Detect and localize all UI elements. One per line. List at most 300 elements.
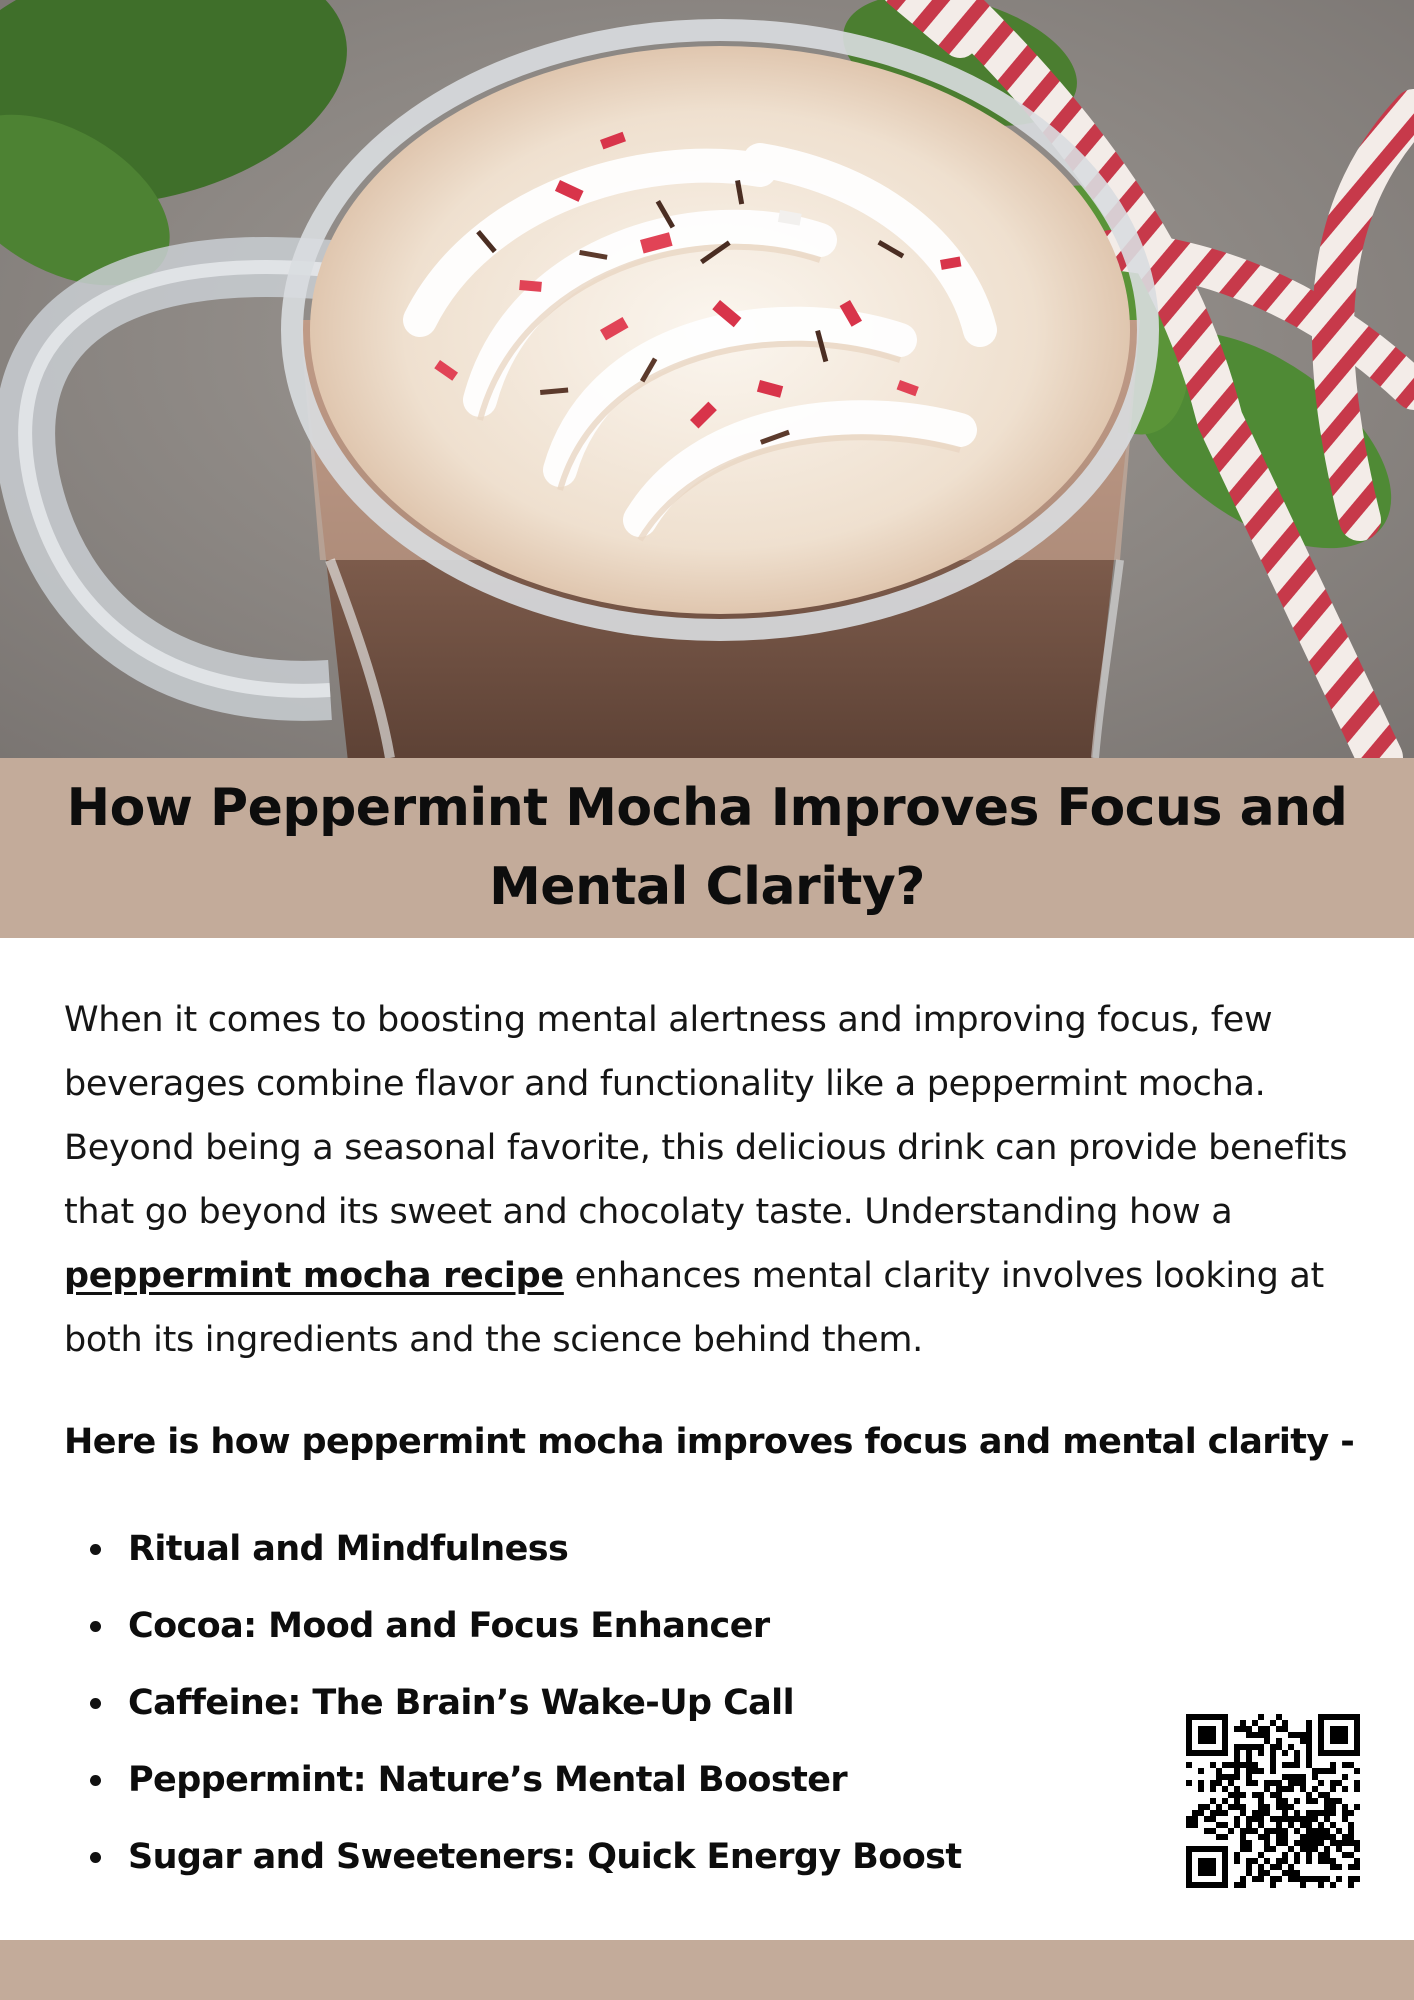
qr-module bbox=[1210, 1780, 1216, 1786]
qr-module bbox=[1252, 1858, 1258, 1864]
qr-module bbox=[1318, 1732, 1324, 1738]
qr-module bbox=[1306, 1762, 1312, 1768]
qr-module bbox=[1210, 1726, 1216, 1732]
qr-module bbox=[1258, 1726, 1264, 1732]
qr-module bbox=[1234, 1774, 1240, 1780]
qr-module bbox=[1198, 1870, 1204, 1876]
qr-module bbox=[1294, 1780, 1300, 1786]
qr-module bbox=[1324, 1876, 1330, 1882]
recipe-link[interactable]: peppermint mocha recipe bbox=[64, 1256, 564, 1296]
qr-module bbox=[1306, 1726, 1312, 1732]
qr-module bbox=[1258, 1744, 1264, 1750]
qr-module bbox=[1300, 1738, 1306, 1744]
list-item-label: Ritual and Mindfulness bbox=[128, 1529, 569, 1569]
qr-module bbox=[1354, 1750, 1360, 1756]
qr-module bbox=[1300, 1876, 1306, 1882]
qr-module bbox=[1198, 1810, 1204, 1816]
qr-module bbox=[1222, 1810, 1228, 1816]
qr-module bbox=[1222, 1870, 1228, 1876]
qr-module bbox=[1300, 1816, 1306, 1822]
qr-module bbox=[1186, 1780, 1192, 1786]
qr-module bbox=[1234, 1768, 1240, 1774]
qr-module bbox=[1318, 1810, 1324, 1816]
qr-module bbox=[1330, 1786, 1336, 1792]
qr-module bbox=[1228, 1804, 1234, 1810]
qr-module bbox=[1198, 1858, 1204, 1864]
title-band bbox=[0, 758, 1414, 938]
qr-module bbox=[1306, 1858, 1312, 1864]
qr-module bbox=[1318, 1840, 1324, 1846]
qr-module bbox=[1222, 1786, 1228, 1792]
qr-module bbox=[1252, 1876, 1258, 1882]
qr-module bbox=[1276, 1834, 1282, 1840]
qr-module bbox=[1282, 1804, 1288, 1810]
qr-module bbox=[1240, 1840, 1246, 1846]
qr-module bbox=[1234, 1726, 1240, 1732]
qr-module bbox=[1324, 1846, 1330, 1852]
qr-module bbox=[1300, 1780, 1306, 1786]
qr-module bbox=[1330, 1726, 1336, 1732]
qr-module bbox=[1264, 1846, 1270, 1852]
qr-module bbox=[1210, 1816, 1216, 1822]
qr-module bbox=[1240, 1792, 1246, 1798]
qr-module bbox=[1288, 1744, 1294, 1750]
qr-module bbox=[1312, 1846, 1318, 1852]
qr-module bbox=[1342, 1834, 1348, 1840]
qr-module bbox=[1276, 1864, 1282, 1870]
qr-module bbox=[1216, 1834, 1222, 1840]
qr-module bbox=[1216, 1774, 1222, 1780]
qr-module bbox=[1282, 1750, 1288, 1756]
qr-module bbox=[1306, 1750, 1312, 1756]
qr-module bbox=[1336, 1714, 1342, 1720]
qr-module bbox=[1324, 1804, 1330, 1810]
qr-module bbox=[1264, 1732, 1270, 1738]
qr-module bbox=[1342, 1750, 1348, 1756]
qr-module bbox=[1270, 1780, 1276, 1786]
qr-module bbox=[1270, 1882, 1276, 1888]
qr-module bbox=[1186, 1876, 1192, 1882]
qr-module bbox=[1276, 1786, 1282, 1792]
qr-module bbox=[1246, 1828, 1252, 1834]
qr-module bbox=[1270, 1762, 1276, 1768]
qr-module bbox=[1234, 1822, 1240, 1828]
qr-module bbox=[1288, 1780, 1294, 1786]
qr-module bbox=[1336, 1846, 1342, 1852]
qr-module bbox=[1258, 1732, 1264, 1738]
qr-module bbox=[1222, 1846, 1228, 1852]
qr-module bbox=[1228, 1792, 1234, 1798]
qr-module bbox=[1288, 1804, 1294, 1810]
qr-module bbox=[1282, 1810, 1288, 1816]
qr-module bbox=[1330, 1714, 1336, 1720]
qr-module bbox=[1246, 1768, 1252, 1774]
qr-module bbox=[1192, 1882, 1198, 1888]
qr-module bbox=[1348, 1828, 1354, 1834]
qr-module bbox=[1192, 1750, 1198, 1756]
qr-module bbox=[1210, 1828, 1216, 1834]
qr-module bbox=[1222, 1798, 1228, 1804]
qr-module bbox=[1198, 1786, 1204, 1792]
qr-module bbox=[1264, 1810, 1270, 1816]
qr-module bbox=[1342, 1774, 1348, 1780]
qr-module bbox=[1354, 1786, 1360, 1792]
qr-module bbox=[1294, 1732, 1300, 1738]
qr-module bbox=[1318, 1882, 1324, 1888]
qr-module bbox=[1258, 1810, 1264, 1816]
intro-text-before-link: When it comes to boosting mental alertness and improving focus, few beverages combine flavor and functionality like a peppermint mocha. Beyond being a seasonal favorite, this delicious drink can provide benefits that go beyond its sweet and chocolaty taste. Understanding how a bbox=[64, 1000, 1348, 1232]
qr-module bbox=[1216, 1882, 1222, 1888]
qr-module bbox=[1354, 1744, 1360, 1750]
qr-module bbox=[1348, 1834, 1354, 1840]
list-item bbox=[64, 1751, 1124, 1828]
qr-module bbox=[1324, 1792, 1330, 1798]
qr-module bbox=[1246, 1762, 1252, 1768]
qr-module bbox=[1210, 1750, 1216, 1756]
qr-module bbox=[1252, 1816, 1258, 1822]
qr-module bbox=[1198, 1726, 1204, 1732]
qr-module bbox=[1222, 1738, 1228, 1744]
qr-module bbox=[1312, 1774, 1318, 1780]
qr-module bbox=[1270, 1744, 1276, 1750]
qr-module bbox=[1342, 1714, 1348, 1720]
qr-module bbox=[1342, 1762, 1348, 1768]
qr-module bbox=[1318, 1714, 1324, 1720]
qr-module bbox=[1258, 1792, 1264, 1798]
qr-module bbox=[1294, 1816, 1300, 1822]
qr-module bbox=[1222, 1822, 1228, 1828]
qr-module bbox=[1342, 1726, 1348, 1732]
qr-module bbox=[1330, 1810, 1336, 1816]
qr-module bbox=[1210, 1762, 1216, 1768]
qr-module bbox=[1186, 1870, 1192, 1876]
qr-module bbox=[1186, 1738, 1192, 1744]
qr-module bbox=[1222, 1876, 1228, 1882]
qr-module bbox=[1234, 1762, 1240, 1768]
qr-module bbox=[1228, 1828, 1234, 1834]
qr-module bbox=[1246, 1756, 1252, 1762]
qr-module bbox=[1186, 1816, 1192, 1822]
qr-module bbox=[1246, 1744, 1252, 1750]
qr-module bbox=[1330, 1750, 1336, 1756]
qr-module bbox=[1354, 1768, 1360, 1774]
qr-module bbox=[1270, 1864, 1276, 1870]
qr-module bbox=[1354, 1864, 1360, 1870]
qr-module bbox=[1240, 1828, 1246, 1834]
qr-module bbox=[1318, 1780, 1324, 1786]
qr-module bbox=[1342, 1816, 1348, 1822]
qr-module bbox=[1348, 1762, 1354, 1768]
qr-module bbox=[1348, 1876, 1354, 1882]
qr-module bbox=[1270, 1876, 1276, 1882]
qr-module bbox=[1258, 1834, 1264, 1840]
qr-module bbox=[1306, 1792, 1312, 1798]
qr-module bbox=[1312, 1834, 1318, 1840]
qr-module bbox=[1336, 1738, 1342, 1744]
qr-module bbox=[1324, 1768, 1330, 1774]
qr-module bbox=[1276, 1816, 1282, 1822]
qr-module bbox=[1204, 1804, 1210, 1810]
qr-module bbox=[1342, 1810, 1348, 1816]
qr-module bbox=[1282, 1726, 1288, 1732]
qr-module bbox=[1276, 1792, 1282, 1798]
qr-module bbox=[1258, 1852, 1264, 1858]
qr-module bbox=[1276, 1798, 1282, 1804]
qr-module bbox=[1216, 1804, 1222, 1810]
qr-module bbox=[1228, 1774, 1234, 1780]
qr-module bbox=[1204, 1726, 1210, 1732]
qr-module bbox=[1318, 1822, 1324, 1828]
qr-module bbox=[1276, 1828, 1282, 1834]
hero-photo bbox=[0, 0, 1414, 758]
qr-module bbox=[1324, 1858, 1330, 1864]
qr-module bbox=[1282, 1762, 1288, 1768]
qr-module bbox=[1240, 1804, 1246, 1810]
qr-module bbox=[1300, 1732, 1306, 1738]
qr-module bbox=[1336, 1876, 1342, 1882]
qr-module bbox=[1318, 1876, 1324, 1882]
qr-module bbox=[1336, 1726, 1342, 1732]
qr-module bbox=[1294, 1810, 1300, 1816]
qr-module bbox=[1282, 1798, 1288, 1804]
qr-module bbox=[1288, 1732, 1294, 1738]
qr-module bbox=[1192, 1714, 1198, 1720]
qr-module bbox=[1324, 1834, 1330, 1840]
qr-module bbox=[1264, 1786, 1270, 1792]
qr-module bbox=[1210, 1870, 1216, 1876]
qr-module bbox=[1306, 1738, 1312, 1744]
qr-module bbox=[1354, 1780, 1360, 1786]
intro-text-after-link: enhances mental clarity involves looking at both its ingredients and the science behind them. bbox=[64, 1256, 1324, 1360]
qr-module bbox=[1348, 1822, 1354, 1828]
qr-module bbox=[1336, 1732, 1342, 1738]
list-item bbox=[64, 1597, 1124, 1674]
qr-module bbox=[1186, 1744, 1192, 1750]
qr-module bbox=[1354, 1876, 1360, 1882]
qr-module bbox=[1300, 1774, 1306, 1780]
qr-module bbox=[1234, 1750, 1240, 1756]
qr-module bbox=[1330, 1840, 1336, 1846]
qr-module bbox=[1300, 1882, 1306, 1888]
qr-module bbox=[1186, 1750, 1192, 1756]
qr-module bbox=[1192, 1822, 1198, 1828]
qr-module bbox=[1294, 1858, 1300, 1864]
footer-band bbox=[0, 1940, 1414, 2000]
qr-module bbox=[1246, 1870, 1252, 1876]
qr-module bbox=[1204, 1858, 1210, 1864]
qr-module bbox=[1270, 1720, 1276, 1726]
qr-module bbox=[1252, 1780, 1258, 1786]
qr-module bbox=[1246, 1846, 1252, 1852]
qr-module bbox=[1276, 1780, 1282, 1786]
qr-module bbox=[1240, 1726, 1246, 1732]
qr-module bbox=[1222, 1720, 1228, 1726]
qr-module bbox=[1204, 1864, 1210, 1870]
qr-module bbox=[1312, 1840, 1318, 1846]
qr-module bbox=[1222, 1744, 1228, 1750]
qr-module bbox=[1330, 1738, 1336, 1744]
qr-module bbox=[1288, 1774, 1294, 1780]
qr-module bbox=[1318, 1750, 1324, 1756]
qr-module bbox=[1342, 1786, 1348, 1792]
qr-module bbox=[1324, 1828, 1330, 1834]
qr-module bbox=[1222, 1762, 1228, 1768]
qr-module bbox=[1234, 1744, 1240, 1750]
list-item-label: Peppermint: Nature’s Mental Booster bbox=[128, 1760, 848, 1800]
qr-module bbox=[1348, 1810, 1354, 1816]
qr-module bbox=[1354, 1738, 1360, 1744]
qr-module bbox=[1348, 1882, 1354, 1888]
qr-module bbox=[1318, 1726, 1324, 1732]
qr-module bbox=[1354, 1732, 1360, 1738]
qr-module bbox=[1354, 1858, 1360, 1864]
qr-module bbox=[1264, 1726, 1270, 1732]
qr-module bbox=[1318, 1852, 1324, 1858]
qr-module bbox=[1252, 1720, 1258, 1726]
qr-module bbox=[1288, 1816, 1294, 1822]
qr-module bbox=[1228, 1780, 1234, 1786]
qr-module bbox=[1198, 1882, 1204, 1888]
qr-module bbox=[1204, 1732, 1210, 1738]
qr-module bbox=[1216, 1750, 1222, 1756]
qr-module bbox=[1318, 1792, 1324, 1798]
qr-module bbox=[1264, 1834, 1270, 1840]
qr-module bbox=[1234, 1792, 1240, 1798]
qr-module bbox=[1234, 1882, 1240, 1888]
list-item bbox=[64, 1674, 1124, 1751]
qr-module bbox=[1198, 1780, 1204, 1786]
qr-module bbox=[1294, 1762, 1300, 1768]
qr-module bbox=[1198, 1738, 1204, 1744]
qr-module bbox=[1276, 1858, 1282, 1864]
qr-module bbox=[1186, 1852, 1192, 1858]
qr-module bbox=[1258, 1870, 1264, 1876]
bullet-icon bbox=[90, 1621, 101, 1632]
qr-module bbox=[1204, 1828, 1210, 1834]
qr-module bbox=[1330, 1858, 1336, 1864]
qr-module bbox=[1282, 1858, 1288, 1864]
qr-module bbox=[1186, 1726, 1192, 1732]
qr-module bbox=[1264, 1804, 1270, 1810]
qr-module bbox=[1330, 1804, 1336, 1810]
qr-module bbox=[1186, 1882, 1192, 1888]
qr-module bbox=[1240, 1810, 1246, 1816]
qr-module bbox=[1222, 1834, 1228, 1840]
qr-module bbox=[1186, 1714, 1192, 1720]
qr-module bbox=[1288, 1876, 1294, 1882]
qr-module bbox=[1330, 1822, 1336, 1828]
qr-module bbox=[1330, 1762, 1336, 1768]
qr-module bbox=[1186, 1732, 1192, 1738]
hero-illustration bbox=[0, 0, 1414, 758]
qr-module bbox=[1306, 1828, 1312, 1834]
qr-module bbox=[1210, 1798, 1216, 1804]
qr-module bbox=[1336, 1828, 1342, 1834]
qr-code-icon[interactable] bbox=[1186, 1714, 1360, 1888]
qr-module bbox=[1198, 1768, 1204, 1774]
qr-module bbox=[1354, 1720, 1360, 1726]
qr-module bbox=[1204, 1738, 1210, 1744]
qr-module bbox=[1198, 1732, 1204, 1738]
qr-module bbox=[1270, 1768, 1276, 1774]
qr-module bbox=[1186, 1720, 1192, 1726]
qr-module bbox=[1330, 1732, 1336, 1738]
qr-module bbox=[1252, 1744, 1258, 1750]
qr-module bbox=[1342, 1732, 1348, 1738]
qr-module bbox=[1294, 1840, 1300, 1846]
qr-module bbox=[1216, 1810, 1222, 1816]
qr-module bbox=[1330, 1882, 1336, 1888]
qr-module bbox=[1204, 1882, 1210, 1888]
qr-module bbox=[1306, 1852, 1312, 1858]
qr-module bbox=[1300, 1822, 1306, 1828]
qr-module bbox=[1210, 1732, 1216, 1738]
qr-module bbox=[1246, 1774, 1252, 1780]
section-subheading: Here is how peppermint mocha improves focus and mental clarity - bbox=[64, 1422, 1355, 1462]
qr-module bbox=[1186, 1762, 1192, 1768]
qr-module bbox=[1312, 1768, 1318, 1774]
qr-module bbox=[1306, 1840, 1312, 1846]
list-item-label: Caffeine: The Brain’s Wake-Up Call bbox=[128, 1683, 794, 1723]
qr-module bbox=[1276, 1714, 1282, 1720]
qr-module bbox=[1210, 1882, 1216, 1888]
qr-module bbox=[1204, 1846, 1210, 1852]
qr-module bbox=[1192, 1846, 1198, 1852]
qr-module bbox=[1354, 1804, 1360, 1810]
qr-module bbox=[1294, 1876, 1300, 1882]
qr-module bbox=[1210, 1864, 1216, 1870]
qr-module bbox=[1270, 1816, 1276, 1822]
qr-module bbox=[1306, 1798, 1312, 1804]
qr-module bbox=[1258, 1750, 1264, 1756]
qr-module bbox=[1234, 1816, 1240, 1822]
qr-module bbox=[1330, 1864, 1336, 1870]
qr-module bbox=[1186, 1846, 1192, 1852]
qr-module bbox=[1288, 1864, 1294, 1870]
qr-module bbox=[1210, 1714, 1216, 1720]
qr-module bbox=[1282, 1816, 1288, 1822]
bullet-icon bbox=[90, 1775, 101, 1786]
qr-module bbox=[1240, 1882, 1246, 1888]
bullet-icon bbox=[90, 1698, 101, 1709]
qr-module bbox=[1306, 1732, 1312, 1738]
qr-module bbox=[1336, 1798, 1342, 1804]
qr-module bbox=[1246, 1822, 1252, 1828]
qr-module bbox=[1264, 1828, 1270, 1834]
qr-module bbox=[1312, 1798, 1318, 1804]
qr-module bbox=[1186, 1858, 1192, 1864]
qr-module bbox=[1210, 1810, 1216, 1816]
qr-module bbox=[1234, 1852, 1240, 1858]
qr-module bbox=[1204, 1816, 1210, 1822]
qr-module bbox=[1354, 1846, 1360, 1852]
qr-module bbox=[1240, 1762, 1246, 1768]
qr-module bbox=[1216, 1780, 1222, 1786]
qr-module bbox=[1324, 1810, 1330, 1816]
qr-module bbox=[1354, 1726, 1360, 1732]
qr-module bbox=[1234, 1756, 1240, 1762]
qr-module bbox=[1234, 1858, 1240, 1864]
qr-module bbox=[1210, 1846, 1216, 1852]
qr-module bbox=[1348, 1840, 1354, 1846]
qr-module bbox=[1252, 1828, 1258, 1834]
list-item-label: Sugar and Sweeteners: Quick Energy Boost bbox=[128, 1837, 962, 1877]
qr-module bbox=[1306, 1756, 1312, 1762]
qr-module bbox=[1312, 1876, 1318, 1882]
qr-module bbox=[1282, 1720, 1288, 1726]
qr-module bbox=[1282, 1870, 1288, 1876]
qr-module bbox=[1282, 1786, 1288, 1792]
